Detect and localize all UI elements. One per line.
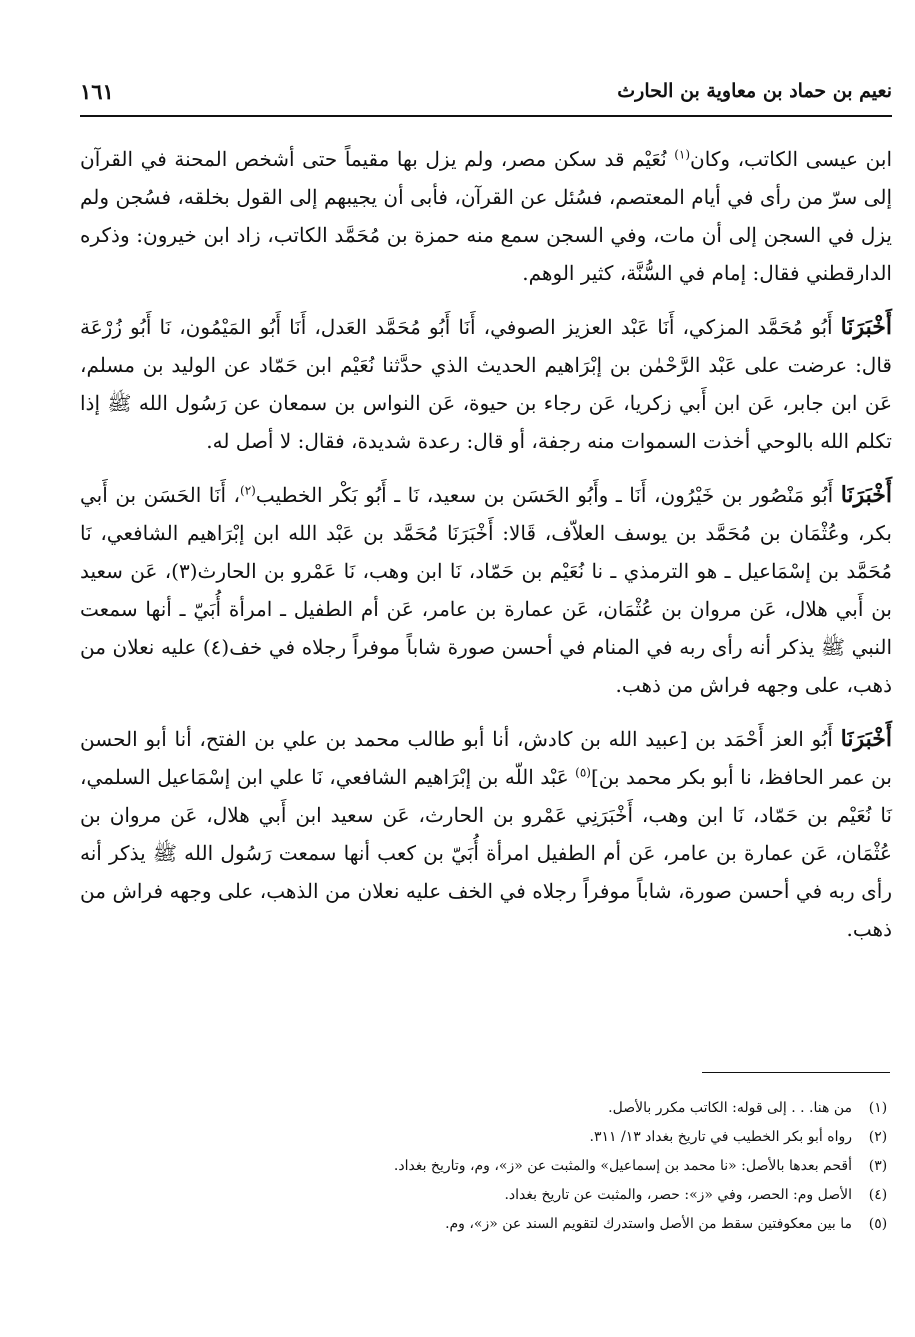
paragraph-1 — [80, 140, 892, 292]
paragraph-2 — [80, 308, 892, 460]
paragraph-4 — [80, 720, 892, 948]
footnote-number: (٢) — [868, 1129, 888, 1145]
akhbarana-lead: أَخْبَرَنَا — [840, 314, 892, 340]
footnote-2 — [80, 1123, 892, 1152]
footnote-separator — [702, 1072, 890, 1073]
footnote-ref: (١) — [674, 147, 691, 162]
paragraph-text: أَبُو مُحَمَّد المزكي، أَنَا عَبْد العزيز الصوفي، أَنَا أَبُو مُحَمَّد العَدل، أَنَا أَبُو المَيْمُون، نَا أَبُو زُرْعَة قال: عرضت على عَبْد الرَّحْمٰن بن إبْرَاهيم الحديث الذي حدَّثنا نُعَيْم ابن حَمّاد عن الوليد بن مسلم، عَن ابن جابر، عَن ابن أَبي زكريا، عَن رجاء بن حيوة، عَن النواس بن سمعان عن رَسُول الله ﷺ إذا تكلم الله بالوحي أخذت السموات منه رجفة، أو قال: رعدة شديدة، فقال: لا أصل له. — [80, 315, 892, 453]
footnote-number: (٥) — [868, 1216, 888, 1232]
footnote-4 — [80, 1181, 892, 1210]
footnote-1 — [80, 1094, 892, 1123]
paragraph-text: أَبُو مَنْصُور بن خَيْرُون، أَنَا ـ وأَبُو الحَسَن بن سعيد، نَا ـ أَبُو بَكْر الخطيب — [255, 483, 841, 507]
footnote-number: (٤) — [868, 1187, 888, 1203]
footnote-5 — [80, 1210, 892, 1239]
header-rule — [80, 115, 892, 117]
footnote-text: الأصل وم: الحصر، وفي «ز»: حصر، والمثبت عن تاريخ بغداد. — [504, 1187, 852, 1203]
footnote-number: (٣) — [868, 1158, 888, 1174]
page-header — [80, 72, 892, 110]
footnote-text: من هنا. . . إلى قوله: الكاتب مكرر بالأصل. — [608, 1100, 852, 1116]
akhbarana-lead: أَخْبَرَنَا — [840, 482, 893, 508]
page-number: ١٦١ — [80, 78, 114, 104]
footnote-text: أقحم بعدها بالأصل: «نا محمد بن إسماعيل» والمثبت عن «ز»، وم، وتاريخ بغداد. — [393, 1158, 852, 1174]
paragraph-text: ، أَنَا الحَسَن بن أَبي بكر، وعُثْمَان بن مُحَمَّد بن يوسف العلاّف، قَالا: أَخْبَرَنَا مُحَمَّد بن عَبْد الله ابن إبْرَاهيم الشافعي، نَا مُحَمَّد بن إسْمَاعيل ـ هو الترمذي ـ نا نُعَيْم بن حَمّاد، نَا ابن وهب، نَا عَمْرو بن الحارث(٣)، عَن سعيد بن أَبي هلال، عَن مروان بن عُثْمَان، عَن عمارة بن عامر، عَن أم الطفيل ـ امرأة أُبَيّ ـ أنها سمعت النبي ﷺ يذكر أنه رأى ربه في المنام في أحسن صورة شاباً موفراً رجلاه في خف(٤) عليه نعلان من ذهب، على وجهه فراش من ذهب. — [80, 483, 892, 697]
footnote-ref: (٢) — [240, 483, 256, 498]
footnote-text: رواه أبو بكر الخطيب في تاريخ بغداد ١٣/ ٣١١. — [589, 1129, 852, 1145]
paragraph-text: ابن عيسى الكاتب، وكان — [690, 147, 893, 171]
paragraph-3 — [80, 476, 892, 704]
footnote-text: ما بين معكوفتين سقط من الأصل واستدرك لتقويم السند عن «ز»، وم. — [445, 1216, 852, 1232]
footnote-3 — [80, 1152, 892, 1181]
paragraph-text: أَبُو العز أَحْمَد بن [عبيد الله بن كادش، أنا أبو طالب محمد بن علي بن الفتح، أنا أبو الحسن بن عمر الحافظ، نا أبو بكر محمد بن] — [80, 727, 892, 789]
akhbarana-lead: أَخْبَرَنَا — [840, 726, 892, 752]
main-text — [80, 140, 892, 964]
paragraph-text: نُعَيْم قد سكن مصر، ولم يزل بها مقيماً حتى أشخص المحنة في القرآن إلى سرّ من رأى في أيام المعتصم، فسُئل عن القرآن، فأبى أن يجيبهم إلى القول بخلقه، فسُجن ولم يزل في السجن إلى أن مات، وفي السجن سمع منه حمزة بن مُحَمَّد الكاتب، زاد ابن خيرون: وذكره الدارقطني فقال: إمام في السُّنَّة، كثير الوهم. — [80, 147, 892, 285]
footnote-number: (١) — [868, 1100, 888, 1116]
paragraph-text: عَبْد اللّه بن إبْرَاهيم الشافعي، نَا علي ابن إسْمَاعيل السلمي، نَا نُعَيْم بن حَمّاد، نَا ابن وهب، أَخْبَرَنِي عَمْرو بن الحارث، عَن سعيد ابن أَبي هلال، عَن مروان بن عُثْمَان، عَن عمارة بن عامر، عَن أم الطفيل امرأة أُبَيّ بن كعب أنها سمعت رَسُول الله ﷺ يذكر أنه رأى ربه في أحسن صورة، شاباً موفراً رجلاه في الخف عليه نعلان من الذهب، على وجهه فراش من ذهب. — [80, 765, 892, 941]
footnotes — [80, 1094, 892, 1239]
footnote-ref: (٥) — [575, 765, 591, 780]
running-title: نعيم بن حماد بن معاوية بن الحارث — [617, 80, 892, 102]
